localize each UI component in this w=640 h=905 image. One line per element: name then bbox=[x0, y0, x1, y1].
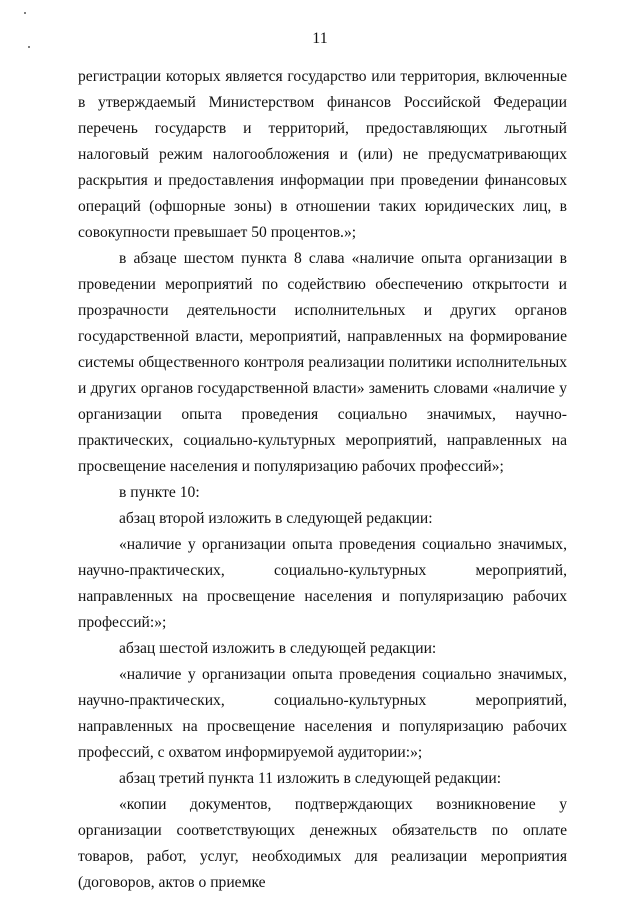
document-body bbox=[78, 64, 567, 896]
paragraph: абзац третий пункта 11 изложить в следующей редакции: bbox=[119, 770, 502, 787]
paragraph: «наличие у организации опыта проведения социально значимых, научно-практических, социально-культурных мероприятий, направленных на просвещение населения и популяризацию рабочих профессий:»; bbox=[78, 536, 567, 631]
paragraph: абзац шестой изложить в следующей редакции: bbox=[119, 640, 437, 657]
paragraph: в абзаце шестом пункта 8 слава «наличие опыта организации в проведении мероприятий по содействию обеспечению открытости и прозрачности деятельности исполнительных и других органов государственной власти, мероприятий, направленных на формирование системы общественного контроля реализации политики исполнительных и других органов государственной власти» заменить словами «наличие у организации опыта проведения социально значимых, научно-практических, социально-культурных мероприятий, направленных на просвещение населения и популяризацию рабочих профессий»; bbox=[78, 250, 567, 475]
paragraph: в пункте 10: bbox=[119, 484, 200, 501]
page-number: 11 bbox=[312, 30, 328, 47]
paragraph: «наличие у организации опыта проведения социально значимых, научно-практических, социально-культурных мероприятий, направленных на просвещение населения и популяризацию рабочих профессий, с охватом информируемой аудитории:»; bbox=[78, 666, 567, 761]
paragraph: регистрации которых является государство или территория, включенные в утверждаемый Министерством финансов Российской Федерации перечень государств и территорий, предоставляющих льготный налоговый режим налогообложения и (или) не предусматривающих раскрытия и предоставления информации при проведении финансовых операций (офшорные зоны) в отношении таких юридических лиц, в совокупности превышает 50 процентов.»; bbox=[78, 68, 567, 241]
scan-speck bbox=[24, 12, 26, 14]
paragraph: абзац второй изложить в следующей редакции: bbox=[119, 510, 433, 527]
paragraph: «копии документов, подтверждающих возникновение у организации соответствующих денежных обязательств по оплате товаров, работ, услуг, необходимых для реализации мероприятия (договоров, актов о приемке bbox=[78, 796, 567, 891]
